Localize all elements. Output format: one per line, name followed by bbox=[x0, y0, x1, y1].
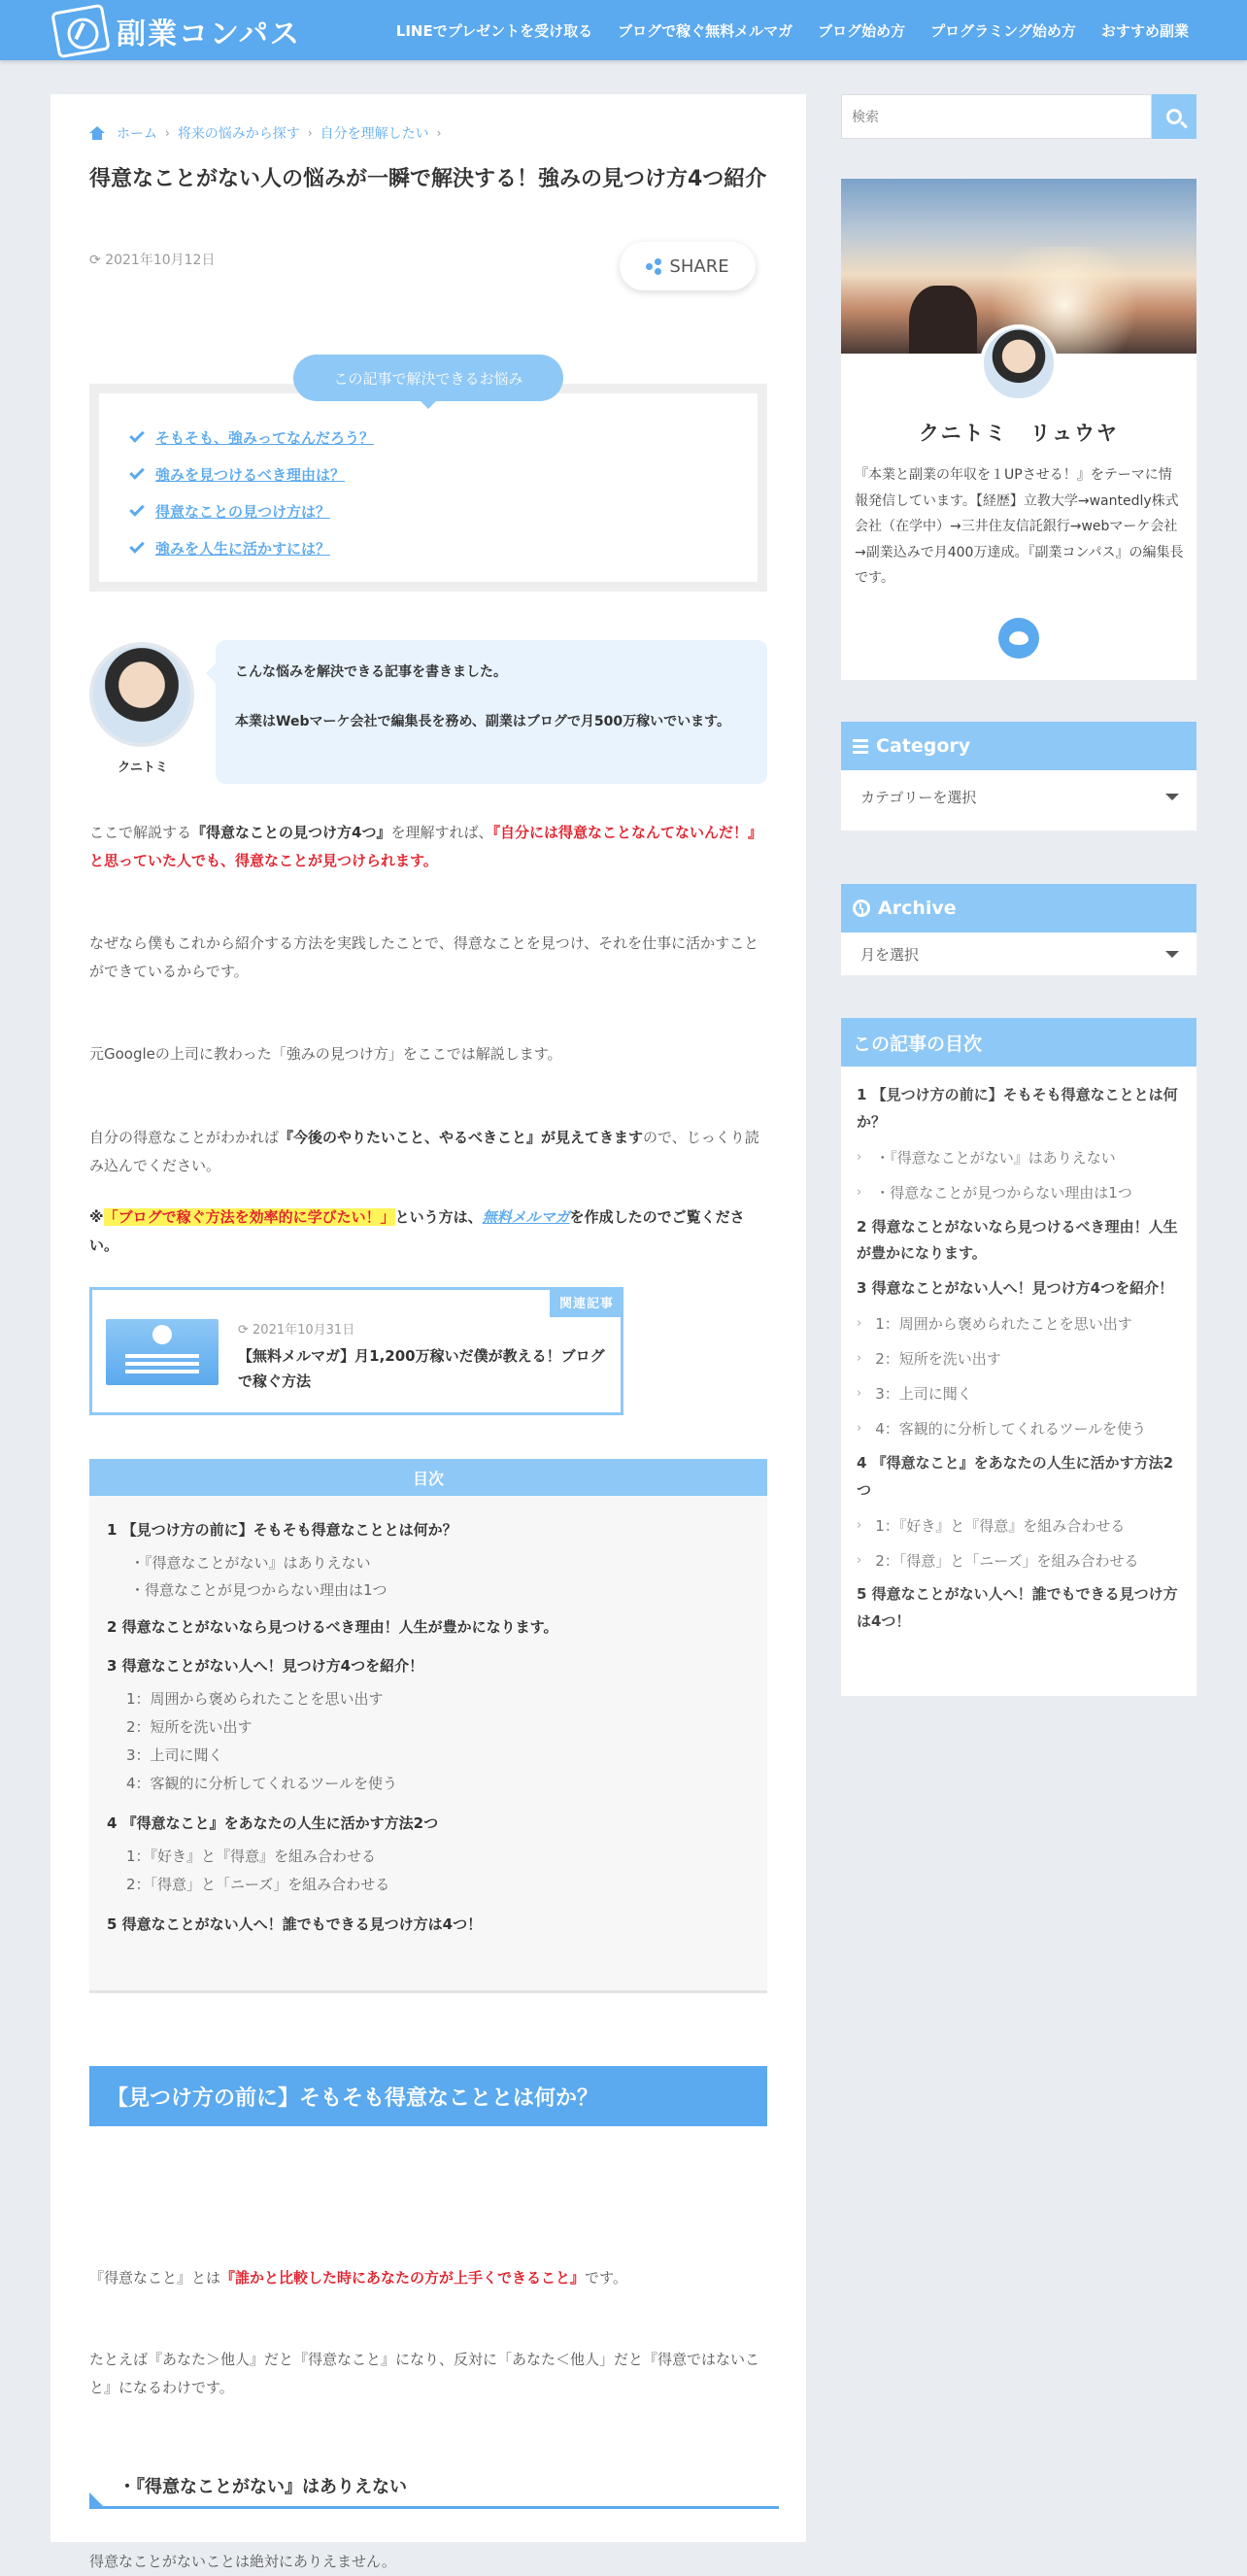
reason-paragraph: なぜなら僕もこれから紹介する方法を実践したことで、得意なことを見つけ、それを仕事に活かすことができているからです。 bbox=[89, 934, 759, 981]
toc-item[interactable]: 2 得意なことがないなら見つけるべき理由！人生が豊かになります。 bbox=[107, 1617, 558, 1636]
list-icon bbox=[853, 739, 868, 754]
sidebar-toc-subitem[interactable] bbox=[857, 1140, 1181, 1175]
breadcrumb-separator: › bbox=[436, 126, 442, 140]
text: 自分の得意なことがわかれば bbox=[89, 1129, 280, 1146]
body-paragraph: 得意なことがないことは絶対にありえません。 bbox=[89, 2553, 396, 2570]
breadcrumb-understand-self[interactable]: 自分を理解したい bbox=[320, 126, 429, 142]
mailmag-notice bbox=[89, 1203, 767, 1261]
example-paragraph: たとえば『あなた＞他人』だと『得意なこと』になり、反対に「あなた＜他人」だと『得意ではないこと』になるわけです。 bbox=[89, 2351, 760, 2397]
subitem-text: 1：『好き』と『得意』を組み合わせる bbox=[875, 1516, 1126, 1535]
text: ので、じっくり読み込んでください。 bbox=[89, 1129, 759, 1175]
worry-item[interactable] bbox=[130, 419, 374, 456]
compass-logo-icon bbox=[51, 4, 111, 59]
chevron-down-icon bbox=[1165, 951, 1179, 958]
table-of-contents bbox=[89, 1459, 767, 1993]
category-widget bbox=[841, 722, 1196, 830]
text: です。 bbox=[585, 2269, 627, 2287]
toc-item[interactable]: 3 得意なことがない人へ！見つけ方4つを紹介！ bbox=[107, 1656, 424, 1675]
profile-name: クニトミ リュウヤ bbox=[919, 422, 1119, 445]
bubble-line: こんな悩みを解決できる記事を書きました。 bbox=[235, 664, 507, 680]
nav-mailmag[interactable]: ブログで稼ぐ無料メルマガ bbox=[618, 21, 793, 40]
author-name: クニトミ bbox=[118, 761, 168, 775]
text: を理解すれば、 bbox=[390, 824, 493, 841]
article-title: 得意なことがない人の悩みが一瞬で解決する！強みの見つけ方4つ紹介 bbox=[89, 167, 767, 191]
archive-select[interactable] bbox=[841, 932, 1196, 975]
toc-subitem[interactable]: 4：客観的に分析してくれるツールを使う bbox=[126, 1775, 397, 1792]
chevron-right-icon: › bbox=[857, 1517, 862, 1533]
sidebar-toc-item[interactable]: 2 得意なことがないなら見つけるべき理由！人生が豊かになります。 bbox=[857, 1217, 1178, 1263]
bubble-line: 本業はWebマーケ会社で編集長を務め、副業はブログで月500万稼いでいます。 bbox=[235, 713, 731, 729]
toc-body bbox=[89, 1496, 767, 1956]
check-icon bbox=[129, 501, 145, 517]
sidebar-toc-item[interactable]: 3 得意なことがない人へ！見つけ方4つを紹介！ bbox=[857, 1279, 1174, 1297]
related-date: ⟳ 2021年10月31日 bbox=[238, 1323, 355, 1338]
worry-item[interactable] bbox=[130, 456, 374, 492]
sidebar-toc-heading: この記事の目次 bbox=[841, 1018, 1196, 1067]
mailmag-link[interactable]: 無料メルマガ bbox=[482, 1208, 570, 1226]
nav-line-present[interactable]: LINEでプレゼントを受け取る bbox=[395, 21, 593, 40]
subitem-text: 2：「得意」と「ニーズ」を組み合わせる bbox=[875, 1551, 1139, 1570]
sidebar-toc-subitem[interactable] bbox=[857, 1411, 1181, 1446]
text: ここで解説する bbox=[89, 824, 192, 841]
subitem-text: 4：客観的に分析してくれるツールを使う bbox=[875, 1420, 1147, 1439]
related-tag: 関連記事 bbox=[550, 1287, 624, 1317]
breadcrumb bbox=[89, 123, 441, 143]
toc-subitem[interactable]: 2：短所を洗い出す bbox=[126, 1718, 253, 1736]
twitter-icon bbox=[1009, 631, 1028, 645]
bold-text: 『今後のやりたいこと、やるべきこと』が見えてきます bbox=[279, 1129, 644, 1146]
related-thumbnail bbox=[106, 1319, 219, 1385]
sidebar-toc-widget bbox=[841, 1018, 1196, 1696]
archive-heading bbox=[841, 884, 1196, 932]
text: ※ bbox=[89, 1208, 104, 1226]
sidebar-toc-body bbox=[841, 1067, 1196, 1651]
bold-text: 『得意なことの見つけ方4つ』 bbox=[191, 824, 391, 841]
worry-item[interactable] bbox=[130, 492, 374, 529]
subitem-text: ・『得意なことがない』はありえない bbox=[875, 1149, 1116, 1167]
nav-blog-start[interactable]: ブログ始め方 bbox=[818, 21, 906, 40]
breadcrumb-future-worries[interactable]: 将来の悩みから探す bbox=[177, 126, 300, 142]
text: 『得意なこと』とは bbox=[89, 2269, 221, 2287]
google-paragraph: 元Googleの上司に教わった「強みの見つけ方」をここでは解説します。 bbox=[89, 1045, 562, 1063]
logo-text: 副業コンパス bbox=[117, 17, 301, 51]
search-widget bbox=[841, 94, 1196, 139]
select-value: 月を選択 bbox=[860, 945, 920, 964]
sidebar-toc-subitem[interactable] bbox=[857, 1508, 1181, 1542]
refresh-icon: ⟳ bbox=[89, 253, 106, 268]
sidebar-toc-subitem[interactable] bbox=[857, 1542, 1181, 1577]
select-value: カテゴリーを選択 bbox=[860, 788, 977, 806]
global-nav bbox=[396, 0, 1189, 60]
sidebar-toc-item[interactable]: 1 【見つけ方の前に】そもそも得意なこととは何か？ bbox=[857, 1086, 1178, 1131]
search-button[interactable] bbox=[1152, 94, 1196, 139]
share-button[interactable] bbox=[620, 242, 756, 290]
check-icon bbox=[129, 538, 145, 554]
nav-recommended-side-job[interactable]: おすすめ副業 bbox=[1100, 21, 1189, 40]
heading-text: Category bbox=[876, 735, 971, 757]
sidebar-toc-subitem[interactable] bbox=[857, 1341, 1181, 1376]
worry-link[interactable]: 強みを見つけるべき理由は？ bbox=[155, 465, 346, 484]
profile-widget bbox=[841, 179, 1196, 680]
subitem-text: 2：短所を洗い出す bbox=[875, 1350, 1001, 1369]
article-container bbox=[51, 94, 806, 2570]
search-input[interactable] bbox=[841, 94, 1152, 139]
check-icon bbox=[129, 427, 145, 443]
toc-subitem[interactable]: 1：『好き』と『得意』を組み合わせる bbox=[126, 1847, 377, 1865]
author-block bbox=[89, 642, 196, 775]
subitem-text: 1：周囲から褒められたことを思い出す bbox=[875, 1315, 1132, 1334]
worry-link[interactable]: 得意なことの見つけ方は？ bbox=[155, 502, 331, 521]
clock-icon bbox=[853, 899, 870, 917]
article-date bbox=[89, 250, 215, 269]
subitem-text: ・得意なことが見つからない理由は1つ bbox=[875, 1184, 1132, 1202]
nav-programming-start[interactable]: プログラミング始め方 bbox=[930, 21, 1076, 40]
profile-description: 『本業と副業の年収を１UPさせる！』をテーマに情報発信しています。【経歴】立教大学→wantedly株式会社（在学中）→三井住友信託銀行→webマーケ会社→副業込みで月400万達成。『副業コンパス』の編集長です。 bbox=[855, 467, 1184, 587]
breadcrumb-separator: › bbox=[307, 126, 313, 140]
chevron-down-icon bbox=[1165, 794, 1179, 800]
share-icon bbox=[646, 258, 661, 274]
benefit-paragraph bbox=[89, 1124, 767, 1181]
chevron-right-icon: › bbox=[857, 1316, 862, 1332]
toc-heading: 目次 bbox=[89, 1459, 767, 1496]
worry-heading: この記事で解決できるお悩み bbox=[293, 355, 563, 401]
toc-item[interactable]: 4 『得意なこと』をあなたの人生に活かす方法2つ bbox=[107, 1813, 439, 1832]
toc-subitem[interactable]: 2：「得意」と「ニーズ」を組み合わせる bbox=[126, 1876, 390, 1893]
heading-text: Archive bbox=[878, 898, 957, 919]
section-heading: 【見つけ方の前に】そもそも得意なこととは何か？ bbox=[89, 2066, 767, 2126]
category-heading bbox=[841, 722, 1196, 770]
toc-subitem[interactable]: ・得意なことが見つからない理由は1つ bbox=[130, 1580, 388, 1599]
definition-paragraph bbox=[89, 2264, 767, 2292]
sidebar-toc-item[interactable]: 5 得意なことがない人へ！誰でもできる見つけ方は4つ！ bbox=[857, 1585, 1178, 1630]
sidebar-toc-item[interactable]: 4 『得意なこと』をあなたの人生に活かす方法2つ bbox=[857, 1453, 1174, 1499]
chevron-right-icon: › bbox=[857, 1552, 862, 1568]
related-article-card[interactable] bbox=[89, 1287, 624, 1415]
chevron-right-icon: › bbox=[857, 1185, 862, 1200]
twitter-button[interactable] bbox=[998, 618, 1039, 659]
sidebar-toc-subitem[interactable] bbox=[857, 1175, 1181, 1210]
chevron-right-icon: › bbox=[857, 1351, 862, 1367]
sidebar-toc-subitem[interactable] bbox=[857, 1376, 1181, 1411]
chevron-right-icon: › bbox=[857, 1386, 862, 1402]
highlight-text: 「ブログで稼ぐ方法を効率的に学びたい！」 bbox=[103, 1208, 395, 1226]
red-emphasis: 『自分には得意なことなんてないんだ！』と思っていた人でも、得意なことが見つけられます。 bbox=[89, 824, 762, 870]
date-text: 2021年10月12日 bbox=[105, 253, 216, 268]
related-title[interactable]: 【無料メルマガ】月1,200万稼いだ僕が教える！ブログで稼ぐ方法 bbox=[238, 1347, 605, 1390]
worry-item[interactable] bbox=[130, 529, 374, 566]
site-header bbox=[0, 0, 1247, 60]
chevron-right-icon: › bbox=[857, 1150, 862, 1165]
chevron-right-icon: › bbox=[857, 1421, 862, 1437]
subitem-text: 3：上司に聞く bbox=[875, 1385, 972, 1404]
worry-link[interactable]: 強みを人生に活かすには？ bbox=[155, 539, 331, 558]
sidebar-toc-subitem[interactable] bbox=[857, 1306, 1181, 1341]
worry-list bbox=[130, 419, 374, 566]
toc-item[interactable]: 5 得意なことがない人へ！誰でもできる見つけ方は4つ！ bbox=[107, 1915, 483, 1933]
worry-link[interactable]: そもそも、強みってなんだろう？ bbox=[155, 428, 375, 447]
home-icon bbox=[89, 126, 105, 140]
text: を作成したのでご覧ください。 bbox=[89, 1208, 745, 1255]
share-label: SHARE bbox=[669, 255, 729, 277]
profile-avatar bbox=[980, 324, 1058, 402]
intro-paragraph bbox=[89, 819, 767, 876]
category-select[interactable] bbox=[841, 770, 1196, 823]
red-emphasis: 『誰かと比較した時にあなたの方が上手くできること』 bbox=[220, 2269, 586, 2287]
date-text: 2021年10月31日 bbox=[253, 1323, 355, 1338]
toc-subitem[interactable]: 1：周囲から褒められたことを思い出す bbox=[126, 1690, 384, 1708]
toc-subitem[interactable]: 3：上司に聞く bbox=[126, 1746, 223, 1764]
speech-bubble bbox=[216, 640, 767, 784]
toc-item[interactable]: 1 【見つけ方の前に】そもそも得意なこととは何か？ bbox=[107, 1520, 457, 1539]
breadcrumb-home[interactable]: ホーム bbox=[117, 126, 157, 142]
search-icon bbox=[1166, 109, 1182, 124]
archive-widget bbox=[841, 884, 1196, 975]
site-logo[interactable] bbox=[54, 8, 301, 54]
author-avatar bbox=[89, 642, 194, 747]
text: という方は、 bbox=[394, 1208, 483, 1226]
subsection-heading: ・『得意なことがない』はありえない bbox=[89, 2464, 779, 2509]
check-icon bbox=[129, 464, 145, 480]
breadcrumb-separator: › bbox=[165, 126, 170, 140]
toc-subitem[interactable]: ・『得意なことがない』はありえない bbox=[130, 1553, 371, 1572]
